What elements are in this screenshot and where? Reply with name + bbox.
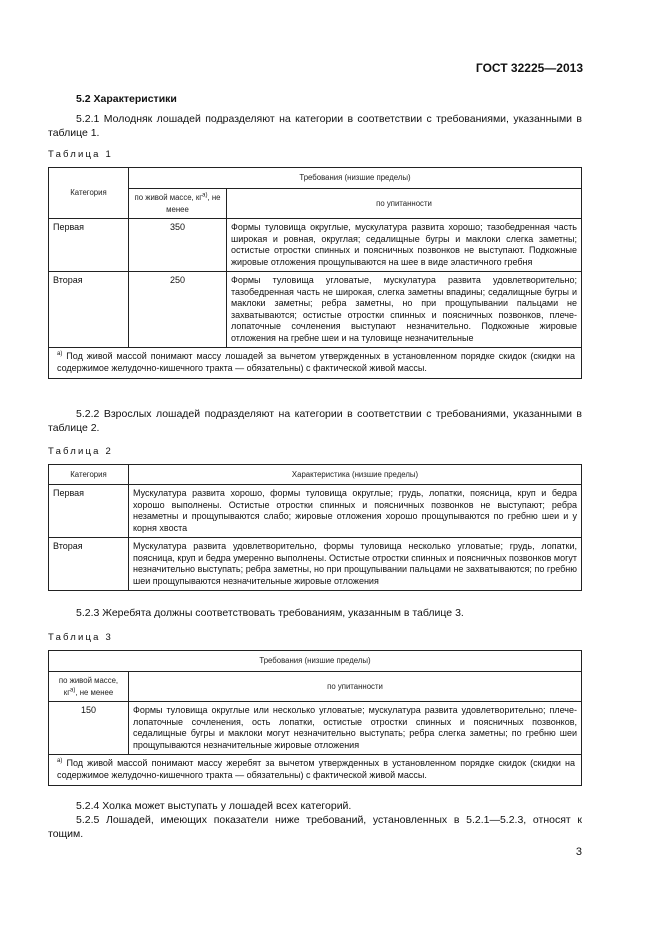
table1-cell-category: Первая [49,219,129,272]
paragraph-5-2-2: 5.2.2 Взрослых лошадей подразделяют на категории в соответствии с требованиями, указанными в таблице 2. [48,408,582,434]
table2-header-category: Категория [49,465,129,485]
table1-header-weight: по живой массе, $кг^{а)}$, не менее [129,189,227,219]
paragraph-5-2-1: 5.2.1 Молодняк лошадей подразделяют на категории в соответствии с требованиями, указанными в таблице 1. [48,113,582,139]
table-row [49,272,582,348]
table2-header-characteristic: Характеристика (низшие пределы) [129,465,582,485]
table3-cell-fatness: Формы туловища округлые или несколько угловатые; мускулатура развита удовлетворительно; плече-лопаточные сочленения, ость лопатки, остистые отростки спинных и поясничных позвонков, седалищные бугры и маклоки могут незначительно выступать; ребра слегка заметны; по гребню шеи прощупываются незначительные жировые отложения [129,702,582,755]
table3-header-weight: по живой массе, $кг^{а)}$, не менее [49,672,129,702]
table3-header-requirements: Требования (низшие пределы) [49,651,582,672]
table3-cell-weight: 150 [49,702,129,755]
table-row [49,538,582,591]
table2-cell-text: Мускулатура развита хорошо, формы туловища округлые; грудь, лопатки, поясница, круп и бедра хорошо выполнены. Остистые отростки спинных и поясничных позвонков не выступают; ребра незаметны и прощупываются слабо; жировые отложения хорошо прощупываются по гребню шеи и у корня хвоста [129,485,582,538]
table2-caption: Таблица 2 [48,446,113,457]
table2-cell-category: Вторая [49,538,129,591]
table-row [49,219,582,272]
table-3 [48,650,582,786]
table1-header-category: Категория [49,168,129,219]
table-1 [48,167,582,379]
table2-cell-category: Первая [49,485,129,538]
section-title: 5.2 Характеристики [76,93,177,105]
table1-cell-weight: 350 [129,219,227,272]
table-row [49,485,582,538]
table-2 [48,464,582,591]
table2-cell-text: Мускулатура развита удовлетворительно, формы туловища несколько угловатые; грудь, лопатки, поясница, круп и бедра умеренно выполнены. Остистые отростки спинных и поясничных позвонков могут незначительно выступать; ребра заметны, но при прощупывании пальцами не захватываются; по гребню шеи прощупываются незначительные жировые отложения [129,538,582,591]
paragraph-5-2-4: 5.2.4 Холка может выступать у лошадей всех категорий. [76,800,352,812]
table1-header-requirements: Требования (низшие пределы) [129,168,582,189]
table1-cell-weight: 250 [129,272,227,348]
standard-number: ГОСТ 32225—2013 [475,61,583,75]
table1-cell-fatness: Формы туловища угловатые, мускулатура развита удовлетворительно; тазобедренная часть не широкая, слегка заметны впадины; седалищные бугры и маклоки заметны; ребра заметны, но при прощупывании пальцами не захватываются; остистые отростки спинных и поясничных позвонков, плече-лопаточные сочленения выступают незначительно. Подкожные жировые отложения на гребне шеи и на туловище незначительные [227,272,582,348]
table1-cell-fatness: Формы туловища округлые, мускулатура развита хорошо; тазобедренная часть широкая и ровная, округлая; седалищные бугры и маклоки слегка заметны; остистые отростки спинных и поясничных позвонков не выступают. Подкожные жировые отложения прощупываются на шее в виде эластичного гребня [227,219,582,272]
table3-footnote: $^{а)}$ Под живой массой понимают массу жеребят за вычетом утвержденных в установленном порядке скидок (скидки на содержимое желудочно-кишечного тракта — обязательны) с фактической живой массы. [49,755,582,786]
table3-caption: Таблица 3 [48,632,113,643]
table-row [49,702,582,755]
table1-header-fatness: по упитанности [227,189,582,219]
page-number: 3 [575,846,582,858]
paragraph-5-2-5: 5.2.5 Лошадей, имеющих показатели ниже требований, установленных в 5.2.1—5.2.3, относят к тощим. [48,814,582,840]
paragraph-5-2-3: 5.2.3 Жеребята должны соответствовать требованиям, указанным в таблице 3. [76,607,464,619]
table1-caption: Таблица 1 [48,149,113,160]
table1-footnote: $^{а)}$ Под живой массой понимают массу лошадей за вычетом утвержденных в установленном порядке скидок (скидки на содержимое желудочно-кишечного тракта — обязательны) с фактической живой массы. [49,348,582,379]
table1-cell-category: Вторая [49,272,129,348]
table3-header-fatness: по упитанности [129,672,582,702]
